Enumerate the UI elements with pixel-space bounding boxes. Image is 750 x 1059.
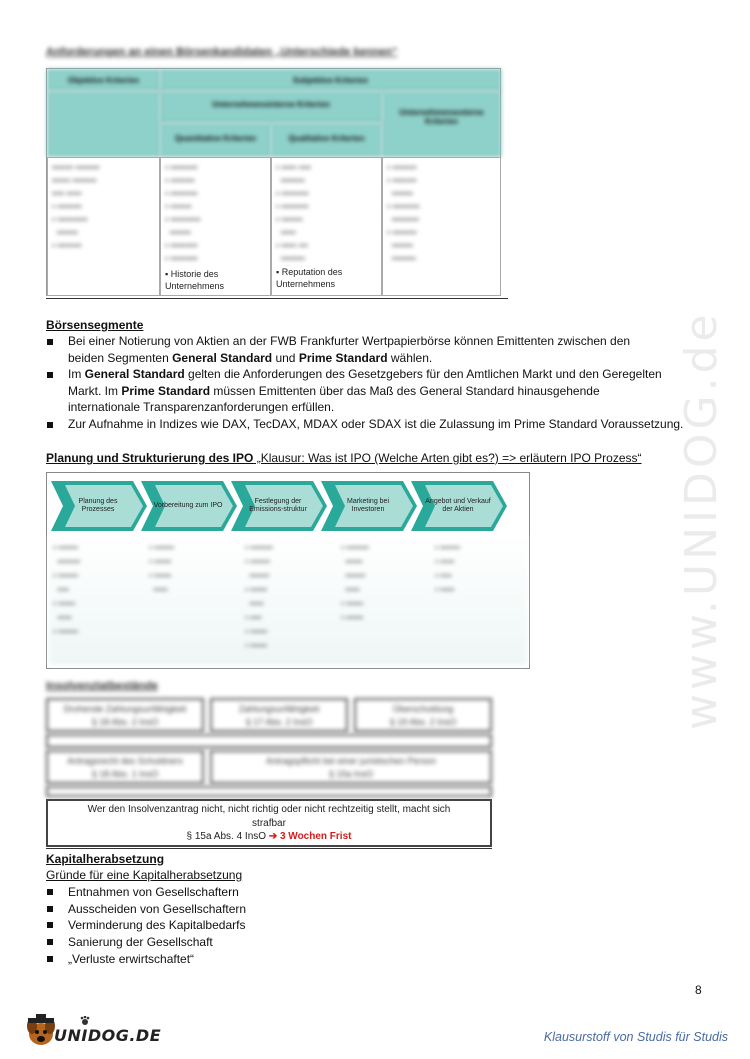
ipo-step-1: Planung des Prozesses [51,481,147,531]
header-qual: Qualitative Kriterien [271,123,382,157]
section-heading-boersensegmente: Börsensegmente [46,318,144,332]
section-heading-kapital: Kapitalherabsetzung [46,852,165,866]
footer-tagline: Klausurstoff von Studis für Studis [543,1030,728,1044]
bullet-marker [47,339,53,345]
insolvency-box-3: Überschuldung § 19 Abs. 2 InsO [354,698,492,732]
bullet-marker [47,372,53,378]
page-number: 8 [695,983,702,997]
ipo-process-diagram [46,472,530,669]
insolvency-box-2: Zahlungsunfähigkeit § 17 Abs. 2 InsO [210,698,348,732]
kapital-subheading: Gründe für eine Kapitalherabsetzung [46,868,243,882]
header-external: Unternehmensexterne Kriterien [382,91,501,157]
header-quant: Quantitative Kriterien [160,123,271,157]
kapital-item: Entnahmen von Gesellschaftern [68,885,239,899]
insolvency-divider [46,848,492,849]
kapital-item: Ausscheiden von Gesellschaftern [68,902,247,916]
header-objective: Objektive Kriterien [47,69,160,91]
cell-external: ▪ ▪▪▪▪▪▪▪▪ ▪ ▪▪▪▪▪▪▪▪ ▪▪▪▪▪▪▪ ▪ ▪▪▪▪▪▪▪▪▪ ▪▪▪▪▪▪▪▪▪ ▪ ▪▪▪▪▪▪▪▪ ▪▪▪▪▪▪▪ ▪▪▪▪▪▪▪▪ [382,157,501,296]
bullet-marker [47,889,53,895]
watermark: www.UNIDOG.de [676,310,727,730]
table-divider [46,298,508,299]
kapital-item: Verminderung des Kapitalbedarfs [68,918,246,932]
cell-objective: ▪▪▪▪▪▪▪ ▪▪▪▪▪▪▪▪ ▪▪▪▪▪▪ ▪▪▪▪▪▪▪▪ ▪▪▪▪ ▪▪▪▪▪ ▪ ▪▪▪▪▪▪▪▪ ▪ ▪▪▪▪▪▪▪▪▪▪ ▪▪▪▪▪▪▪ ▪ ▪▪▪▪▪▪▪▪ [47,157,160,296]
boersen-bullet-3: Zur Aufnahme in Indizes wie DAX, TecDAX, MDAX oder SDAX ist die Zulassung im Prime Standard Voraussetzung. [68,417,684,431]
table-title: Anforderungen an einen Börsenkandidaten „Unterschiede kennen“ [46,46,398,58]
insolvency-connector-2 [46,786,492,797]
qual-reputation-item: ▪ Reputation des Unternehmens [276,267,343,289]
ipo-step-2: Vorbereitung zum IPO [141,481,237,531]
ipo-step-4: Marketing bei Investoren [321,481,417,531]
boersen-bullet-2: Im General Standard gelten die Anforderungen des Gesetzgebers für den Amtlichen Markt und den Geregelten Markt. Im Prime Standard müssen Emittenten über das Maß des General Standard hinausgehende internationale Transparenzanforderungen erfüllen. [68,367,662,414]
bullet-marker [47,939,53,945]
dog-icon [24,1014,58,1050]
insolvency-connector [46,734,492,748]
logo-text: UNIDOG.DE [54,1026,162,1045]
bullet-marker [47,906,53,912]
ipo-step-5: Angebot und Verkauf der Aktien [411,481,507,531]
header-subjective: Subjektive Kriterien [160,69,501,91]
kapital-item: Sanierung der Gesellschaft [68,935,213,949]
kapital-item: „Verluste erwirtschaftet“ [68,952,195,966]
boersen-bullet-1: Bei einer Notierung von Aktien an der FWB Frankfurter Wertpapierbörse können Emittenten zwischen den beiden Segmenten General Standard und Prime Standard wählen. [68,334,631,365]
bullet-marker [47,956,53,962]
unidog-logo[interactable] [24,1014,162,1050]
cell-quant: ▪ ▪▪▪▪▪▪▪▪▪ ▪ ▪▪▪▪▪▪▪▪ ▪ ▪▪▪▪▪▪▪▪▪ ▪ ▪▪▪▪▪▪▪ ▪ ▪▪▪▪▪▪▪▪▪▪ ▪▪▪▪▪▪▪ ▪ ▪▪▪▪▪▪▪▪▪ ▪ ▪▪▪▪▪▪▪▪▪ ▪ Historie des Unternehmens [160,157,271,296]
bullet-marker [47,422,53,428]
paw-icon [80,1016,90,1026]
section-heading-ipo: Planung und Strukturierung des IPO „Klausur: Was ist IPO (Welche Arten gibt es?) => erläutern IPO Prozess“ [46,451,642,465]
quant-history-item: ▪ Historie des Unternehmens [165,269,225,291]
ipo-details-blurred: ▪ ▪▪▪▪▪▪▪ ▪▪▪▪▪▪▪▪ ▪ ▪▪▪▪▪▪▪ ▪▪▪▪ ▪ ▪▪▪▪▪▪ ▪▪▪▪▪ ▪ ▪▪▪▪▪▪▪ ▪ ▪▪▪▪▪▪▪ ▪ ▪▪▪▪▪▪ ▪ ▪▪▪▪▪▪ ▪▪▪▪▪ ▪ ▪▪▪▪▪▪▪▪ ▪ ▪▪▪▪▪▪▪ ▪▪▪▪▪▪▪ ▪ ▪▪▪▪▪▪ ▪▪▪▪▪ ▪ ▪▪▪▪ ▪ ▪▪▪▪▪▪ ▪ ▪▪▪▪▪▪ ▪ ▪▪▪▪▪▪▪▪ ▪▪▪▪▪▪ ▪▪▪▪▪▪▪ ▪▪▪▪▪ ▪ ▪▪▪▪▪▪ ▪ ▪▪▪▪▪▪ ▪ ▪▪▪▪▪▪▪ ▪ ▪▪▪▪▪ ▪ ▪▪▪▪ ▪ ▪▪▪▪▪ [49,535,527,665]
header-objective-fill [47,91,160,157]
insolvency-title: Insolvenztatbestände [46,680,158,692]
bullet-marker [47,922,53,928]
insolvency-box-5: Antragspflicht bei einer juristischen Person § 15a InsO [210,750,492,784]
criteria-table [46,68,501,296]
insolvency-box-1: Drohende Zahlungsunfähigkeit § 18 Abs. 2 InsO [46,698,204,732]
insolvency-box-4: Antragsrecht des Schuldners § 18 Abs. 1 InsO [46,750,204,784]
insolvency-penalty-box: Wer den Insolvenzantrag nicht, nicht richtig oder nicht rechtzeitig stellt, macht sich strafbar § 15a Abs. 4 InsO ➔ 3 Wochen Frist [46,799,492,847]
ipo-step-3: Festlegung der Emissions-struktur [231,481,327,531]
cell-qual: ▪ ▪▪▪▪▪ ▪▪▪▪ ▪▪▪▪▪▪▪▪ ▪ ▪▪▪▪▪▪▪▪▪ ▪ ▪▪▪▪▪▪▪▪▪ ▪ ▪▪▪▪▪▪▪ ▪▪▪▪▪ ▪ ▪▪▪▪▪ ▪▪▪ ▪▪▪▪▪▪▪▪ ▪ Reputation des Unternehmens [271,157,382,296]
header-internal: Unternehmensinterne Kriterien [160,91,382,123]
